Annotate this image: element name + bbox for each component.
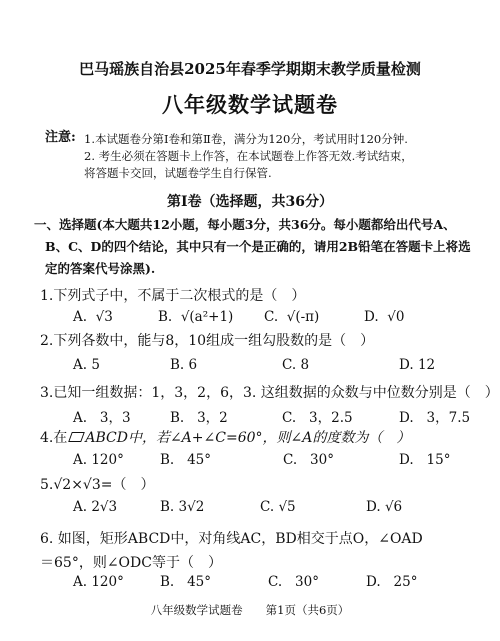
question-2-option-d: D. 12 bbox=[399, 357, 436, 373]
parallelogram-icon bbox=[69, 432, 86, 442]
question-3-option-b: B. 3，2 bbox=[170, 410, 228, 426]
question-5-option-c: C. √5 bbox=[260, 499, 296, 515]
section-title: 第Ⅰ卷（选择题，共36分） bbox=[166, 194, 334, 210]
question-3-option-d: D. 3，7.5 bbox=[399, 410, 471, 426]
question-2-stem: 2.下列各数中，能与8，10组成一组勾股数的是（ ） bbox=[40, 333, 375, 349]
notes-line-3: 将答题卡交回，试题卷学生自行保管. bbox=[84, 166, 272, 180]
question-2-option-b: B. 6 bbox=[170, 357, 198, 373]
question-5-stem: 5.√2×√3=（ ） bbox=[40, 477, 155, 493]
question-1-option-c: C. √(-π) bbox=[264, 309, 320, 325]
question-3-stem: 3.已知一组数据：1，3，2，6，3. 这组数据的众数与中位数分别是（ ） bbox=[40, 385, 499, 401]
question-4-option-c: C. 30° bbox=[283, 452, 334, 468]
section-instruction-line-3: 定的答案代号涂黑). bbox=[45, 261, 156, 276]
question-6-option-a: A. 120° bbox=[73, 574, 124, 590]
question-2-option-c: C. 8 bbox=[282, 357, 310, 373]
section-instruction-line-1: 一、选择题(本大题共12小题，每小题3分，共36分。每小题都给出代号A、 bbox=[34, 217, 456, 232]
question-5-option-a: A. 2√3 bbox=[73, 499, 118, 515]
notes-line-1: 1.本试题卷分第Ⅰ卷和第Ⅱ卷，满分为120分，考试用时120分钟. bbox=[84, 132, 408, 146]
paper-title: 八年级数学试题卷 bbox=[162, 92, 338, 117]
question-5-option-d: D. √6 bbox=[366, 499, 403, 515]
notes-line-2: 2. 考生必须在答题卡上作答，在本试题卷上作答无效.考试结束， bbox=[84, 149, 413, 163]
question-1-option-d: D. √0 bbox=[364, 309, 405, 325]
exam-title: 巴马瑶族自治县2025年春季学期期末教学质量检测 bbox=[79, 60, 421, 78]
question-1-stem: 1.下列式子中，不属于二次根式的是（ ） bbox=[40, 288, 306, 304]
section-instruction-line-2: B、C、D的四个结论，其中只有一个是正确的，请用2B铅笔在答题卡上将选 bbox=[45, 239, 471, 254]
question-3-option-a: A. 3，3 bbox=[73, 410, 131, 426]
question-6-option-c: C. 30° bbox=[268, 574, 319, 590]
question-6-option-d: D. 25° bbox=[366, 574, 418, 590]
question-1-option-a: A. √3 bbox=[73, 309, 113, 325]
question-6-stem-line-1: 6. 如图，矩形ABCD中，对角线AC，BD相交于点O，∠OAD bbox=[40, 531, 423, 547]
question-6-option-b: B. 45° bbox=[160, 574, 212, 590]
question-4-option-a: A. 120° bbox=[73, 452, 124, 468]
question-2-option-a: A. 5 bbox=[73, 357, 100, 373]
question-4-option-d: D. 15° bbox=[399, 452, 451, 468]
notes-label: 注意: bbox=[45, 130, 76, 145]
question-5-option-b: B. 3√2 bbox=[160, 499, 205, 515]
page-footer: 八年级数学试题卷 第1页（共6页） bbox=[150, 603, 350, 617]
question-1-option-b: B. √(a²+1) bbox=[158, 309, 234, 325]
question-6-stem-line-2: ＝65°，则∠ODC等于（ ） bbox=[40, 555, 222, 571]
question-4-option-b: B. 45° bbox=[160, 452, 212, 468]
question-4-stem: 4.在 ABCD中，若∠A+∠C=60°，则∠A的度数为（ ） bbox=[40, 430, 411, 446]
question-3-option-c: C. 3，2.5 bbox=[282, 410, 353, 426]
